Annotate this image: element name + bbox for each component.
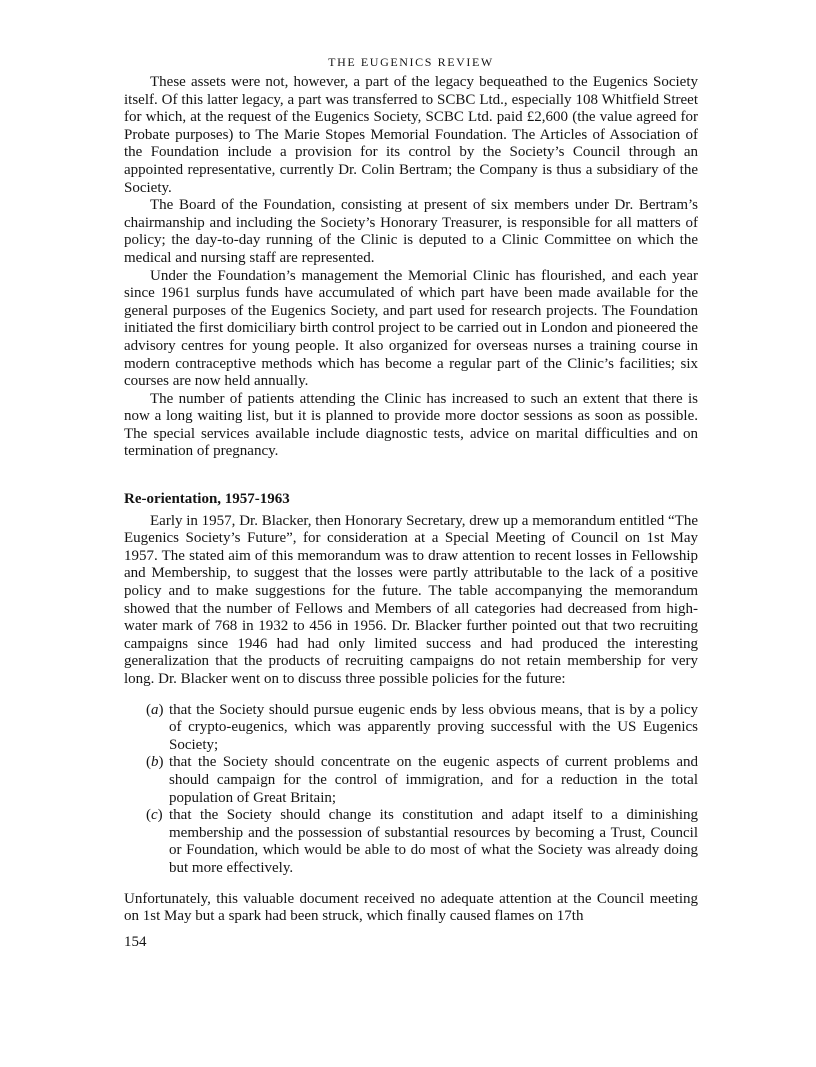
policy-text: that the Society should pursue eugenic ends by less obvious means, that is by a policy of crypto-eugenics, which was apparently proving successful with the US Eugenics Society; [169,701,698,753]
policy-item [124,702,698,755]
paragraph-management: Under the Foundation’s management the Memorial Clinic has flourished, and each year since 1961 surplus funds have accumulated of which part have been made available for the general purposes of the Eugenics Society, and part used for research projects. The Foundation initiated the first domiciliary birth control project to be carried out in London and pioneered the advisory centres for young people. It also organized for overseas nurses a training course in modern contraceptive methods which has become a regular part of the Clinic’s facilities; six courses are now held annually. [124,267,698,390]
policy-label: (c) [146,807,163,824]
running-head: THE EUGENICS REVIEW [328,55,494,69]
paragraph-board: The Board of the Foundation, consisting at present of six members under Dr. Bertram’s chairmanship and including the Society’s Honorary Treasurer, is responsible for all matters of policy; the day-to-day running of the Clinic is deputed to a Clinic Committee on which the medical and nursing staff are represented. [124,197,698,266]
policy-label: (a) [146,701,164,718]
paragraph-memorandum: Early in 1957, Dr. Blacker, then Honorary Secretary, drew up a memorandum entitled “The Eugenics Society’s Future”, for consideration at a Special Meeting of Council on 1st May 1957. The stated aim of this memorandum was to draw attention to recent losses in Fellowship and Membership, to suggest that the losses were partly attributable to the lack of a positive policy and to make suggestions for the future. The table accompanying the memorandum showed that the number of Fellows and Members of all categories had decreased from high-water mark of 768 in 1932 to 456 in 1956. Dr. Blacker further pointed out that two recruiting campaigns since 1946 had had only limited success and had produced the interesting generalization that the products of recruiting campaigns do not retain membership for very long. Dr. Blacker went on to discuss three possible policies for the future: [124,512,698,687]
policy-list [124,702,698,878]
policy-text: that the Society should change its constitution and adapt itself to a diminishing membership and the possession of substantial resources by becoming a Trust, Council or Foundation, which would be able to do most of what the Society was already doing but more effectively. [169,807,698,876]
policy-item [124,807,698,877]
policy-item [124,754,698,807]
paragraph-patients: The number of patients attending the Clinic has increased to such an extent that there is now a long waiting list, but it is planned to provide more doctor sessions as soon as possible. The special services available include diagnostic tests, advice on marital difficulties and on termination of pregnancy. [124,390,698,460]
page-number: 154 [124,933,147,950]
policy-label: (b) [146,754,164,771]
paragraph-assets: These assets were not, however, a part of the legacy bequeathed to the Eugenics Society itself. Of this latter legacy, a part was transferred to SCBC Ltd., especially 108 Whitfield Street for which, at the request of the Eugenics Society, SCBC Ltd. paid £2,600 (the value agreed for Probate purposes) to The Marie Stopes Memorial Foundation. The Articles of Association of the Foundation include a provision for its control by the Society’s Council through an appointed representative, currently Dr. Colin Bertram; the Company is thus a subsidiary of the Society. [124,74,698,196]
policy-text: that the Society should concentrate on the eugenic aspects of current problems and should campaign for the control of immigration, and for a reduction in the total population of Great Britain; [169,754,698,806]
document-page [124,54,698,951]
paragraph-closing: Unfortunately, this valuable document received no adequate attention at the Council meeting on 1st May but a spark had been struck, which finally caused flames on 17th [124,890,698,925]
section-heading: Re-orientation, 1957-1963 [124,491,290,508]
